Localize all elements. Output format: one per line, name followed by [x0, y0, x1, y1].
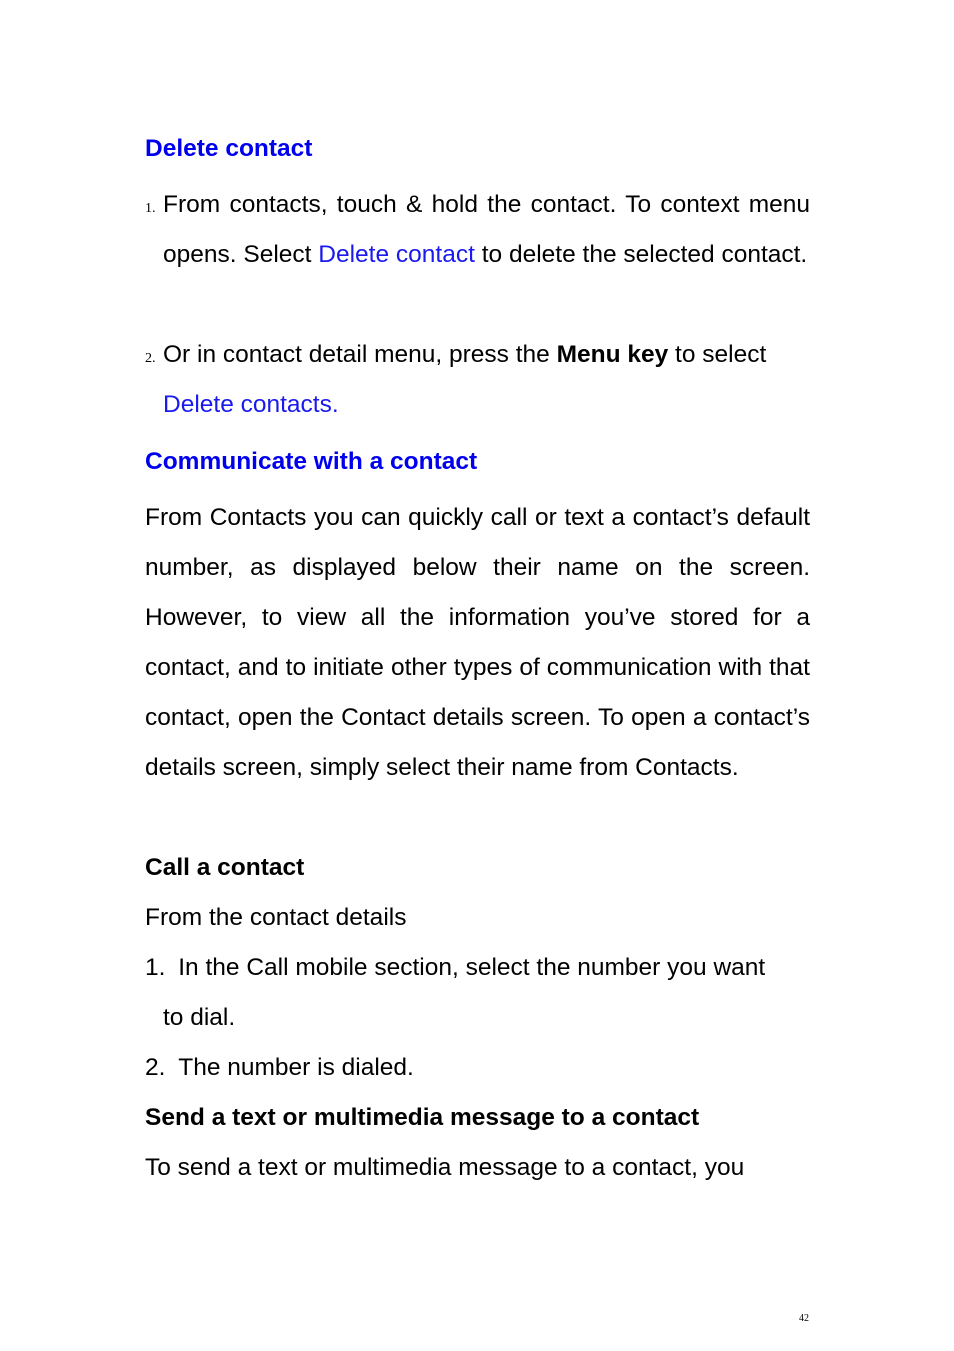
heading-call-contact: Call a contact [145, 854, 305, 881]
step-text: Or in contact detail menu, press the [163, 341, 550, 368]
list-number: 1. [145, 954, 166, 981]
delete-step-2-text [163, 330, 810, 430]
step-text: to select [675, 341, 767, 368]
delete-contact-link: Delete contact [318, 241, 475, 268]
call-intro: From the contact details [145, 904, 407, 931]
step-text: The number is dialed. [178, 1054, 414, 1081]
step-text: to delete the selected contact. [481, 241, 808, 268]
delete-step-1-text [163, 180, 810, 280]
send-intro: To send a text or multimedia message to a contact, you [145, 1154, 745, 1181]
menu-key-label: Menu key [556, 341, 669, 368]
step-text: In the Call mobile section, select the number you want [178, 954, 766, 981]
delete-step-1 [145, 180, 810, 280]
page-number: 42 [799, 1313, 809, 1324]
communicate-paragraph: From Contacts you can quickly call or text a contact’s default number, as displayed below their name on the screen. However, to view all the information you’ve stored for a contact, and to initiate other types of communication with that contact, open the Contact details screen. To open a contact’s details screen, simply select their name from Contacts. [145, 504, 810, 781]
step-text: From contacts, touch & hold the contact. To context menu opens. Select [163, 191, 810, 268]
heading-send-message: Send a text or multimedia message to a contact [145, 1104, 700, 1131]
heading-communicate: Communicate with a contact [145, 448, 478, 475]
call-step-2 [145, 1043, 810, 1093]
delete-contacts-link: Delete contacts. [163, 391, 339, 418]
list-number: 2. [145, 351, 156, 366]
call-step-1 [145, 943, 810, 1043]
delete-step-2 [145, 330, 810, 430]
step-text: to dial. [163, 1004, 236, 1031]
heading-delete-contact: Delete contact [145, 135, 313, 162]
list-number: 2. [145, 1054, 166, 1081]
list-number: 1. [145, 201, 156, 216]
